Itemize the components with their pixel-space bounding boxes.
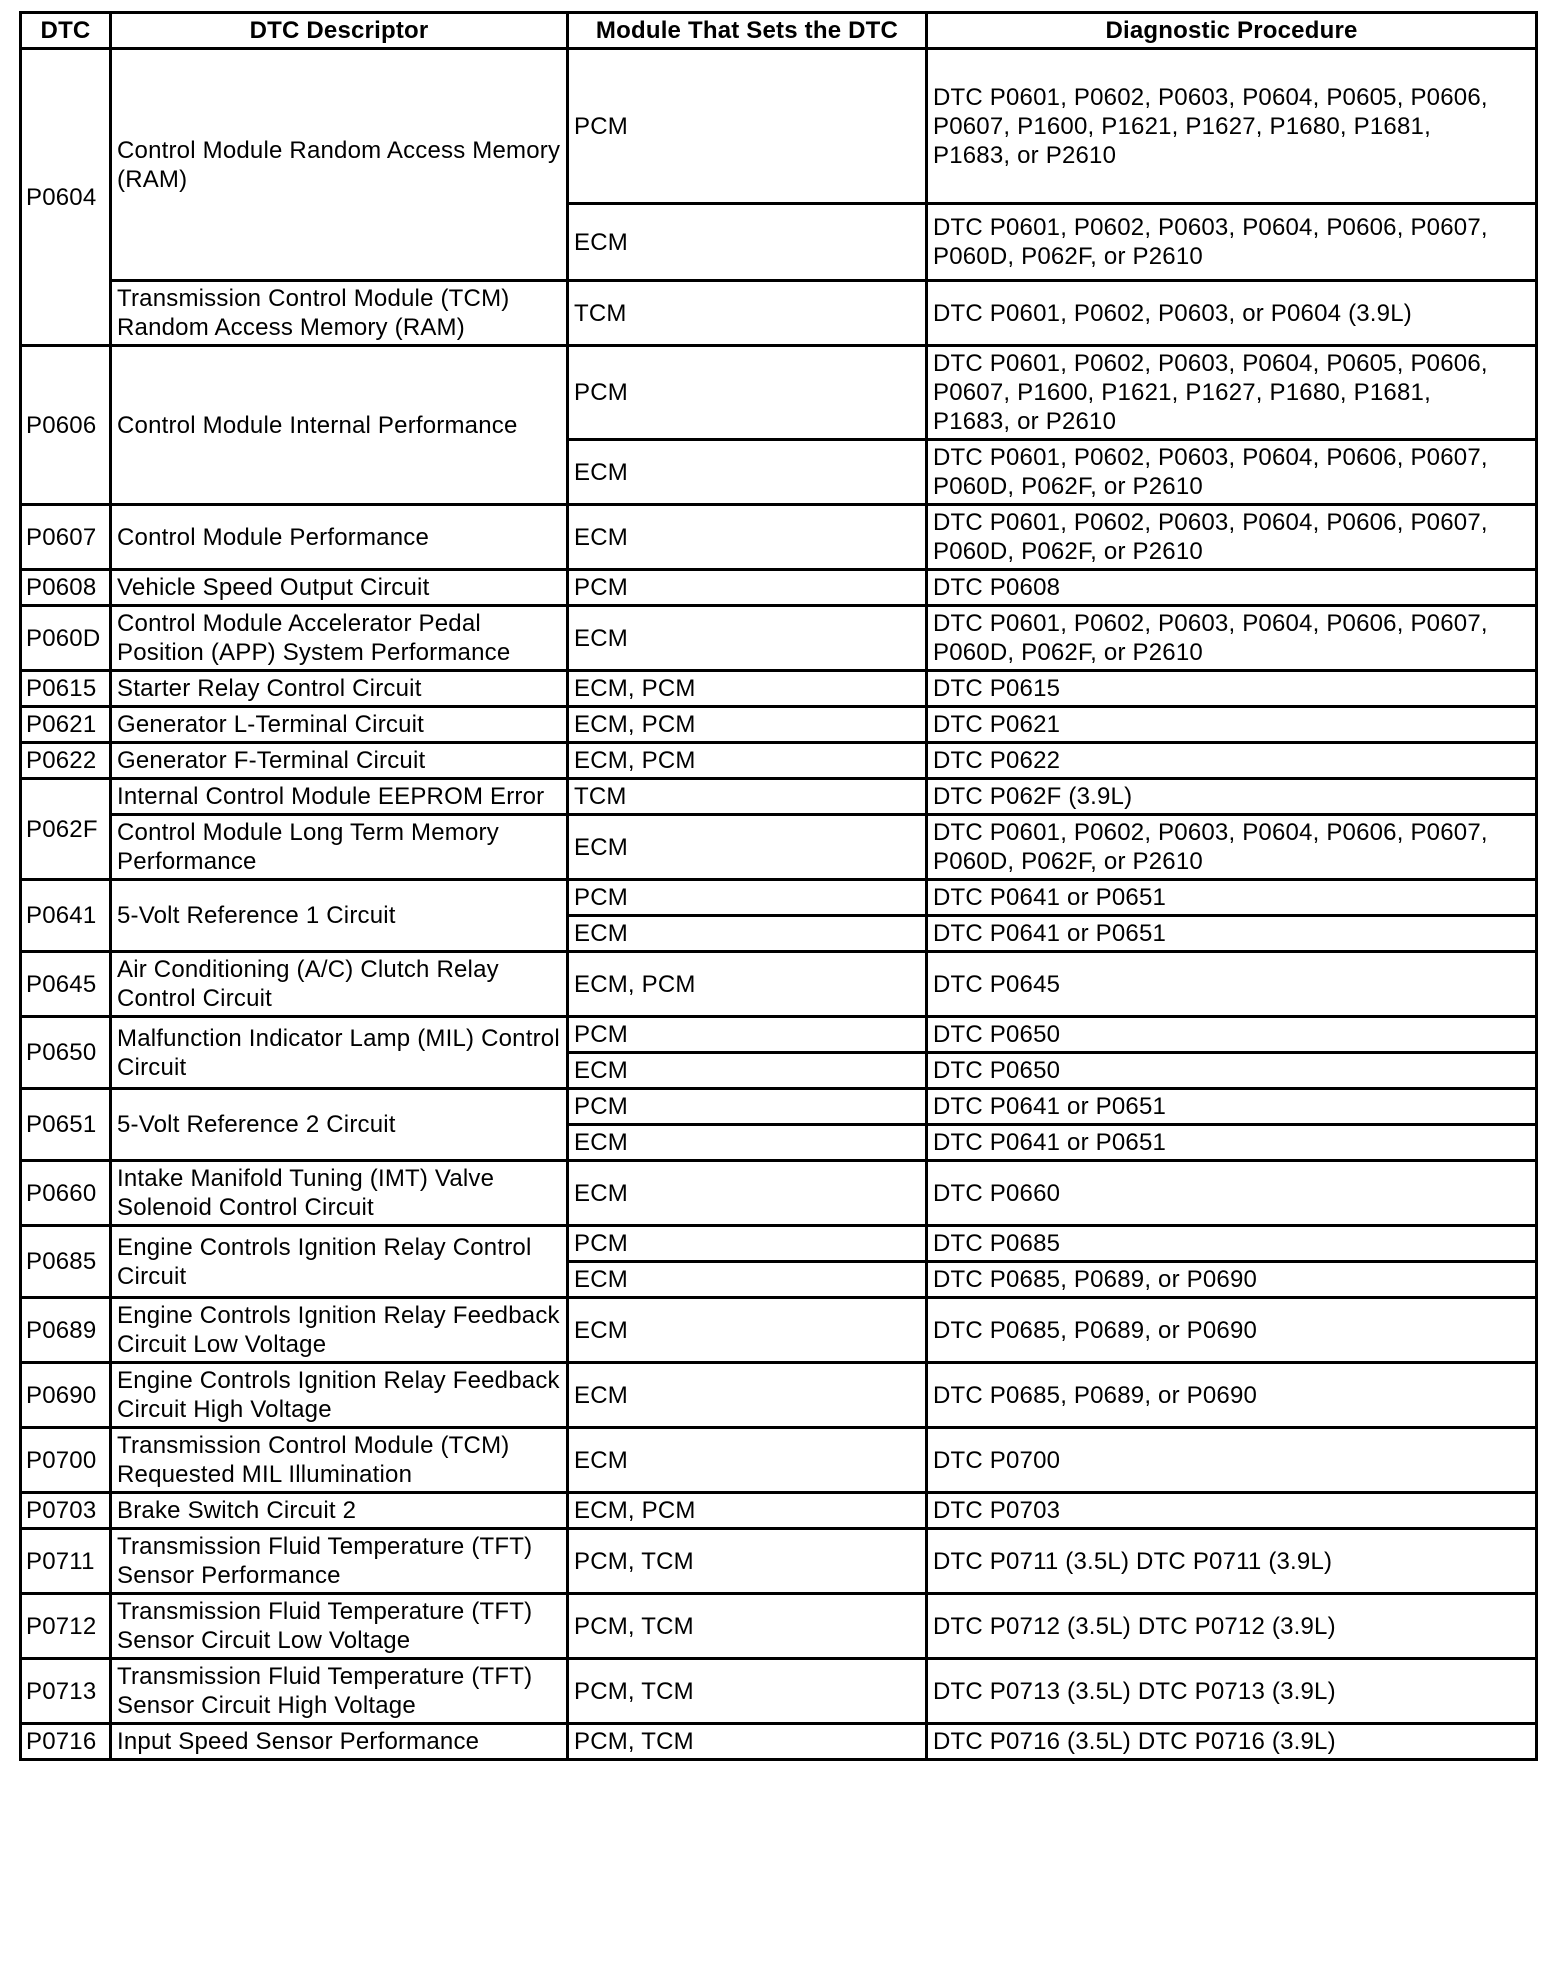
dtc-descriptor-cell: Control Module Performance [111,505,568,570]
table-body [21,49,1537,1760]
dtc-descriptor-cell: Vehicle Speed Output Circuit [111,570,568,606]
module-cell: ECM [568,1125,927,1161]
header-module: Module That Sets the DTC [568,13,927,49]
table-row [21,49,1537,204]
header-procedure: Diagnostic Procedure [927,13,1537,49]
dtc-code-cell: P0711 [21,1529,111,1594]
dtc-code-cell: P060D [21,606,111,671]
diagnostic-procedure-cell: DTC P0601, P0602, P0603, P0604, P0605, P0606, P0607, P1600, P1621, P1627, P1680, P1681, P1683, or P2610 [927,346,1537,440]
table-row [21,1594,1537,1659]
header-dtc: DTC [21,13,111,49]
module-cell: ECM, PCM [568,671,927,707]
table-row [21,281,1537,346]
dtc-code-cell: P0621 [21,707,111,743]
dtc-code-cell: P0685 [21,1226,111,1298]
dtc-descriptor-cell: Engine Controls Ignition Relay Feedback Circuit High Voltage [111,1363,568,1428]
diagnostic-procedure-cell: DTC P0601, P0602, P0603, or P0604 (3.9L) [927,281,1537,346]
module-cell: ECM, PCM [568,743,927,779]
header-descriptor: DTC Descriptor [111,13,568,49]
table-row [21,952,1537,1017]
diagnostic-procedure-cell: DTC P0700 [927,1428,1537,1493]
dtc-code-cell: P0712 [21,1594,111,1659]
dtc-descriptor-cell: Transmission Control Module (TCM) Requested MIL Illumination [111,1428,568,1493]
module-cell: PCM [568,880,927,916]
module-cell: ECM [568,1298,927,1363]
dtc-code-cell: P0641 [21,880,111,952]
table-row [21,1493,1537,1529]
diagnostic-procedure-cell: DTC P0601, P0602, P0603, P0604, P0606, P0607, P060D, P062F, or P2610 [927,440,1537,505]
dtc-descriptor-cell: Air Conditioning (A/C) Clutch Relay Control Circuit [111,952,568,1017]
diagnostic-procedure-cell: DTC P0685, P0689, or P0690 [927,1298,1537,1363]
module-cell: ECM [568,505,927,570]
dtc-code-cell: P0651 [21,1089,111,1161]
dtc-code-cell: P0615 [21,671,111,707]
dtc-descriptor-cell: Internal Control Module EEPROM Error [111,779,568,815]
diagnostic-procedure-cell: DTC P0660 [927,1161,1537,1226]
module-cell: ECM [568,1262,927,1298]
module-cell: PCM [568,1017,927,1053]
diagnostic-procedure-cell: DTC P0641 or P0651 [927,916,1537,952]
dtc-code-cell: P0660 [21,1161,111,1226]
diagnostic-procedure-cell: DTC P0601, P0602, P0603, P0604, P0606, P0607, P060D, P062F, or P2610 [927,815,1537,880]
dtc-descriptor-cell: Control Module Accelerator Pedal Position (APP) System Performance [111,606,568,671]
dtc-code-cell: P062F [21,779,111,880]
table-row [21,1363,1537,1428]
table-row [21,1724,1537,1760]
module-cell: TCM [568,779,927,815]
table-row [21,505,1537,570]
dtc-descriptor-cell: Engine Controls Ignition Relay Control Circuit [111,1226,568,1298]
module-cell: PCM, TCM [568,1594,927,1659]
dtc-code-cell: P0689 [21,1298,111,1363]
table-row [21,1089,1537,1125]
table-row [21,1529,1537,1594]
dtc-descriptor-cell: Starter Relay Control Circuit [111,671,568,707]
diagnostic-procedure-cell: DTC P0641 or P0651 [927,1089,1537,1125]
diagnostic-procedure-cell: DTC P0712 (3.5L) DTC P0712 (3.9L) [927,1594,1537,1659]
diagnostic-procedure-cell: DTC P0601, P0602, P0603, P0604, P0606, P0607, P060D, P062F, or P2610 [927,505,1537,570]
diagnostic-procedure-cell: DTC P0685 [927,1226,1537,1262]
module-cell: PCM [568,49,927,204]
dtc-descriptor-cell: Brake Switch Circuit 2 [111,1493,568,1529]
dtc-descriptor-cell: Engine Controls Ignition Relay Feedback Circuit Low Voltage [111,1298,568,1363]
dtc-descriptor-cell: Input Speed Sensor Performance [111,1724,568,1760]
diagnostic-procedure-cell: DTC P0601, P0602, P0603, P0604, P0606, P0607, P060D, P062F, or P2610 [927,204,1537,281]
module-cell: ECM, PCM [568,952,927,1017]
diagnostic-procedure-cell: DTC P0713 (3.5L) DTC P0713 (3.9L) [927,1659,1537,1724]
dtc-descriptor-cell: 5-Volt Reference 2 Circuit [111,1089,568,1161]
dtc-code-cell: P0700 [21,1428,111,1493]
diagnostic-procedure-cell: DTC P0716 (3.5L) DTC P0716 (3.9L) [927,1724,1537,1760]
table-row [21,570,1537,606]
module-cell: ECM [568,606,927,671]
diagnostic-procedure-cell: DTC P0608 [927,570,1537,606]
diagnostic-procedure-cell: DTC P0711 (3.5L) DTC P0711 (3.9L) [927,1529,1537,1594]
diagnostic-procedure-cell: DTC P0601, P0602, P0603, P0604, P0605, P0606, P0607, P1600, P1621, P1627, P1680, P1681, P1683, or P2610 [927,49,1537,204]
dtc-descriptor-cell: Transmission Fluid Temperature (TFT) Sensor Circuit High Voltage [111,1659,568,1724]
diagnostic-procedure-cell: DTC P0685, P0689, or P0690 [927,1262,1537,1298]
dtc-table [19,11,1538,1761]
diagnostic-procedure-cell: DTC P0622 [927,743,1537,779]
dtc-code-cell: P0606 [21,346,111,505]
table-row [21,1659,1537,1724]
module-cell: ECM [568,204,927,281]
module-cell: ECM [568,1053,927,1089]
dtc-code-cell: P0645 [21,952,111,1017]
module-cell: ECM [568,1363,927,1428]
dtc-code-cell: P0713 [21,1659,111,1724]
dtc-descriptor-cell: Transmission Fluid Temperature (TFT) Sensor Circuit Low Voltage [111,1594,568,1659]
module-cell: ECM, PCM [568,707,927,743]
module-cell: PCM, TCM [568,1529,927,1594]
module-cell: PCM, TCM [568,1659,927,1724]
table-row [21,1298,1537,1363]
dtc-descriptor-cell: Transmission Fluid Temperature (TFT) Sensor Performance [111,1529,568,1594]
dtc-descriptor-cell: 5-Volt Reference 1 Circuit [111,880,568,952]
dtc-code-cell: P0650 [21,1017,111,1089]
table-row [21,1226,1537,1262]
table-row [21,880,1537,916]
dtc-descriptor-cell: Generator L-Terminal Circuit [111,707,568,743]
diagnostic-procedure-cell: DTC P0641 or P0651 [927,1125,1537,1161]
diagnostic-procedure-cell: DTC P0621 [927,707,1537,743]
table-row [21,606,1537,671]
module-cell: ECM [568,916,927,952]
dtc-descriptor-cell: Control Module Internal Performance [111,346,568,505]
table-row [21,1428,1537,1493]
module-cell: PCM [568,1226,927,1262]
diagnostic-procedure-cell: DTC P0601, P0602, P0603, P0604, P0606, P0607, P060D, P062F, or P2610 [927,606,1537,671]
table-row [21,671,1537,707]
dtc-descriptor-cell: Control Module Long Term Memory Performance [111,815,568,880]
dtc-descriptor-cell: Transmission Control Module (TCM) Random Access Memory (RAM) [111,281,568,346]
table-header [21,13,1537,49]
dtc-descriptor-cell: Malfunction Indicator Lamp (MIL) Control Circuit [111,1017,568,1089]
table-row [21,707,1537,743]
module-cell: PCM [568,570,927,606]
dtc-code-cell: P0608 [21,570,111,606]
table-row [21,346,1537,440]
module-cell: ECM [568,1428,927,1493]
module-cell: ECM [568,815,927,880]
module-cell: PCM [568,346,927,440]
dtc-code-cell: P0607 [21,505,111,570]
dtc-descriptor-cell: Intake Manifold Tuning (IMT) Valve Solenoid Control Circuit [111,1161,568,1226]
dtc-code-cell: P0690 [21,1363,111,1428]
table-row [21,743,1537,779]
diagnostic-procedure-cell: DTC P0703 [927,1493,1537,1529]
header-row [21,13,1537,49]
module-cell: ECM [568,440,927,505]
diagnostic-procedure-cell: DTC P0615 [927,671,1537,707]
table-row [21,779,1537,815]
diagnostic-procedure-cell: DTC P062F (3.9L) [927,779,1537,815]
dtc-code-cell: P0703 [21,1493,111,1529]
dtc-code-cell: P0604 [21,49,111,346]
diagnostic-procedure-cell: DTC P0650 [927,1017,1537,1053]
dtc-code-cell: P0622 [21,743,111,779]
diagnostic-procedure-cell: DTC P0645 [927,952,1537,1017]
dtc-descriptor-cell: Control Module Random Access Memory (RAM) [111,49,568,281]
dtc-descriptor-cell: Generator F-Terminal Circuit [111,743,568,779]
diagnostic-procedure-cell: DTC P0650 [927,1053,1537,1089]
module-cell: TCM [568,281,927,346]
module-cell: PCM [568,1089,927,1125]
module-cell: ECM [568,1161,927,1226]
table-row [21,1017,1537,1053]
table-row [21,1161,1537,1226]
table-row [21,815,1537,880]
dtc-code-cell: P0716 [21,1724,111,1760]
diagnostic-procedure-cell: DTC P0641 or P0651 [927,880,1537,916]
diagnostic-procedure-cell: DTC P0685, P0689, or P0690 [927,1363,1537,1428]
module-cell: ECM, PCM [568,1493,927,1529]
module-cell: PCM, TCM [568,1724,927,1760]
